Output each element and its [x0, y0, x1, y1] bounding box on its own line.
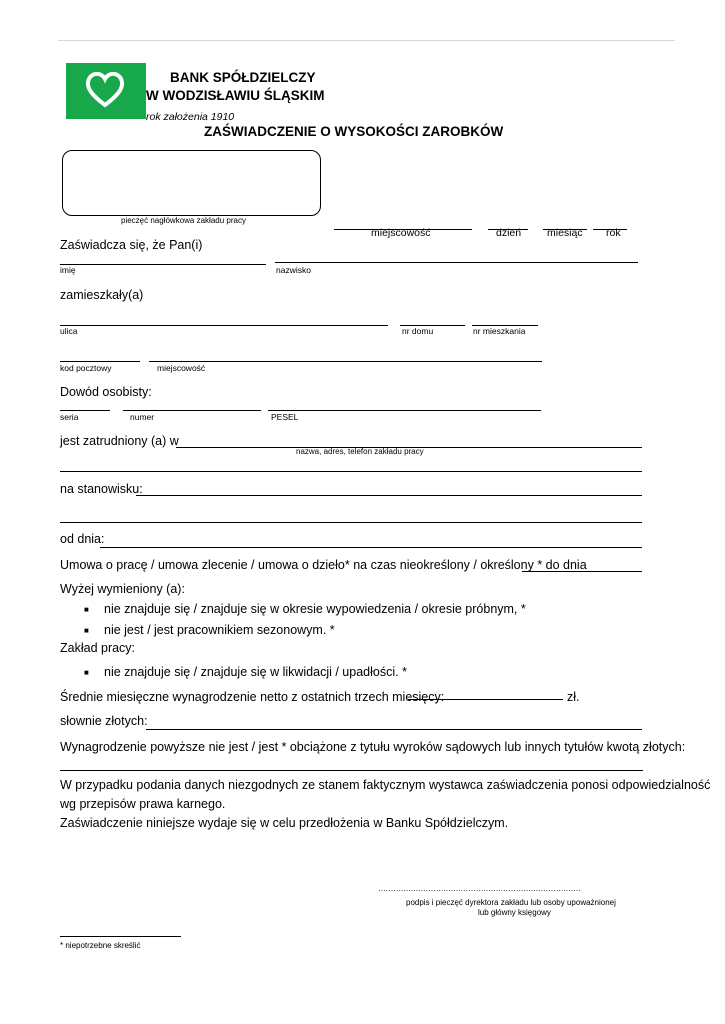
city-label: miejscowość: [371, 227, 431, 239]
mentioned-text: Wyżej wymieniony (a):: [60, 582, 185, 596]
bank-name-line2: W WODZISŁAWIU ŚLĄSKIM: [146, 88, 325, 103]
since-line[interactable]: [100, 547, 642, 548]
top-divider: [58, 40, 675, 41]
street-line[interactable]: [60, 325, 388, 326]
position-text: na stanowisku:: [60, 482, 143, 496]
signature-line[interactable]: ………………………………………………………………………: [378, 884, 581, 893]
liability-text-1: W przypadku podania danych niezgodnych ze stanem faktycznym wystawca zaświadczenia ponosi odpowiedzialność: [60, 778, 711, 792]
position-line[interactable]: [136, 495, 642, 496]
series-line[interactable]: [60, 410, 110, 411]
pesel-label: PESEL: [271, 412, 299, 422]
document-title: ZAŚWIADCZENIE O WYSOKOŚCI ZAROBKÓW: [204, 124, 504, 139]
bullet-marker-1: ■: [84, 605, 89, 614]
purpose-text: Zaświadczenie niniejsze wydaje się w celu przedłożenia w Banku Spółdzielczym.: [60, 816, 509, 830]
year-label: rok: [606, 227, 621, 239]
signature-label-2: lub główny księgowy: [478, 908, 551, 917]
postal-code-line[interactable]: [60, 361, 140, 362]
currency-text: zł.: [567, 690, 580, 704]
contract-text: Umowa o pracę / umowa zlecenie / umowa o dzieło* na czas nieokreślony / określony * do dnia: [60, 558, 587, 572]
house-no-label: nr domu: [402, 326, 434, 336]
first-name-label: imię: [60, 265, 76, 275]
bullet-marker-2: ■: [84, 626, 89, 635]
employer-line-2[interactable]: [60, 471, 642, 472]
workplace-text: Zakład pracy:: [60, 641, 136, 655]
burden-text: Wynagrodzenie powyższe nie jest / jest * obciążone z tytułu wyroków sądowych lub innych tytułów kwotą złotych:: [60, 740, 686, 754]
heart-logo-icon: [85, 72, 125, 108]
avg-salary-line[interactable]: [408, 699, 563, 700]
in-words-line[interactable]: [146, 729, 642, 730]
residing-text: zamieszkały(a): [60, 288, 144, 302]
month-label: miesiąc: [547, 227, 583, 239]
avg-salary-text: Średnie miesięczne wynagrodzenie netto z ostatnich trzech miesięcy:: [60, 690, 445, 704]
employed-at-text: jest zatrudniony (a) w: [60, 434, 179, 448]
bank-name-line1: BANK SPÓŁDZIELCZY: [170, 70, 316, 85]
contract-until-line[interactable]: [522, 571, 642, 572]
position-line-2[interactable]: [60, 522, 642, 523]
founded-text: rok założenia 1910: [146, 111, 235, 123]
day-label: dzień: [496, 227, 522, 239]
footnote-text: * niepotrzebne skreślić: [60, 941, 141, 950]
series-label: seria: [60, 412, 79, 422]
footnote-divider: [60, 936, 181, 937]
stamp-label: pieczęć nagłówkowa zakładu pracy: [121, 216, 246, 225]
signature-label-1: podpis i pieczęć dyrektora zakładu lub osoby upoważnionej: [406, 898, 616, 907]
bullet-marker-3: ■: [84, 668, 89, 677]
burden-line[interactable]: [60, 770, 643, 771]
since-text: od dnia:: [60, 532, 105, 546]
bullet-text-3: nie znajduje się / znajduje się w likwidacji / upadłości. *: [104, 665, 407, 679]
postal-code-label: kod pocztowy: [60, 363, 112, 373]
bullet-text-1: nie znajduje się / znajduje się w okresie wypowiedzenia / okresie próbnym, *: [104, 602, 526, 616]
street-label: ulica: [60, 326, 78, 336]
first-name-line[interactable]: [60, 264, 266, 265]
in-words-text: słownie złotych:: [60, 714, 148, 728]
id-card-text: Dowód osobisty:: [60, 385, 152, 399]
locality-line[interactable]: [149, 361, 542, 362]
bullet-text-2: nie jest / jest pracownikiem sezonowym. *: [104, 623, 335, 637]
locality-label: miejscowość: [157, 363, 206, 373]
number-label: numer: [130, 412, 155, 422]
last-name-label: nazwisko: [276, 265, 311, 275]
bank-logo: [66, 63, 146, 119]
stamp-box[interactable]: [62, 150, 321, 216]
last-name-line[interactable]: [275, 262, 638, 263]
number-line[interactable]: [123, 410, 261, 411]
employer-hint: nazwa, adres, telefon zakładu pracy: [296, 447, 424, 456]
pesel-line[interactable]: [268, 410, 541, 411]
certifies-text: Zaświadcza się, że Pan(i): [60, 238, 203, 252]
flat-no-label: nr mieszkania: [473, 326, 526, 336]
liability-text-2: wg przepisów prawa karnego.: [60, 797, 226, 811]
